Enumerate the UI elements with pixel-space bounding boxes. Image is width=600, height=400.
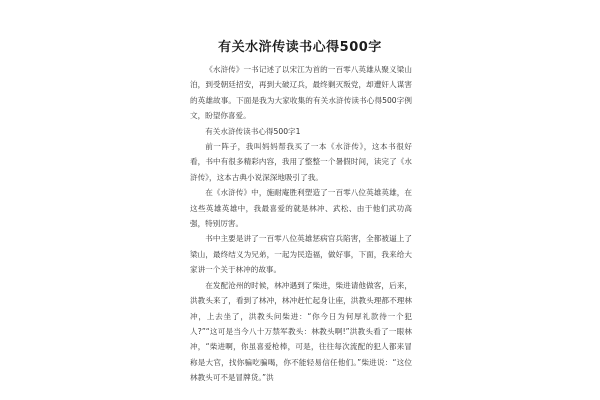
document-title: 有关水浒传读书心得500字 [218,40,382,55]
section-heading: 有关水浒传读书心得500字1 [205,126,301,136]
body-paragraph: 在《水浒传》中，施耐庵胜利塑造了一百零八位英雄英雄，在这些英雄英雄中，我最喜爱的就是林冲、武松、由于他们武功高强，特别厉害。 [190,188,412,229]
intro-paragraph: 《水浒传》一书记述了以宋江为首的一百零八英雄从聚义梁山泊，到受朝廷招安，再到大破辽兵，最终剿灭叛党，却遭奸人谋害的英雄故事。下面是我为大家收集的有关水浒传读书心得500字例文，盼望你喜爱。 [190,65,412,121]
body-paragraph: 前一阵子，我叫妈妈帮我买了一本《水浒传》，这本书很好看，书中有很多精彩内容，我用了整整一个暑假时间，读完了《水浒传》，这本古典小说深深地吸引了我。 [190,142,412,182]
document-body [190,62,412,386]
body-paragraph: 书中主要是讲了一百零八位英雄惩病官兵陷害，全都被逼上了梁山，最终结义为兄弟，一起为民造福，做好事，下面，我来给大家讲一个关于林冲的故事。 [190,234,412,275]
body-paragraph: 在发配沧州的时候，林冲遇到了柴进，柴进请他做客，后来，洪教头来了，看到了林冲，林冲赶忙起身让座，洪教头理都不理林冲，上去坐了，洪教头问柴进：“你今日为何厚礼款待一个犯人?”“这可是当今八十万禁军教头：林教头啊!”洪教头看了一眼林冲，“柴进啊，你虽喜爱枪棒，可是，往往每次流配的犯人都来冒称是大官，找你骗吃骗喝，你不能轻易信任他们。”柴进说：“这位林教头可不是冒牌货。”洪 [190,280,412,383]
